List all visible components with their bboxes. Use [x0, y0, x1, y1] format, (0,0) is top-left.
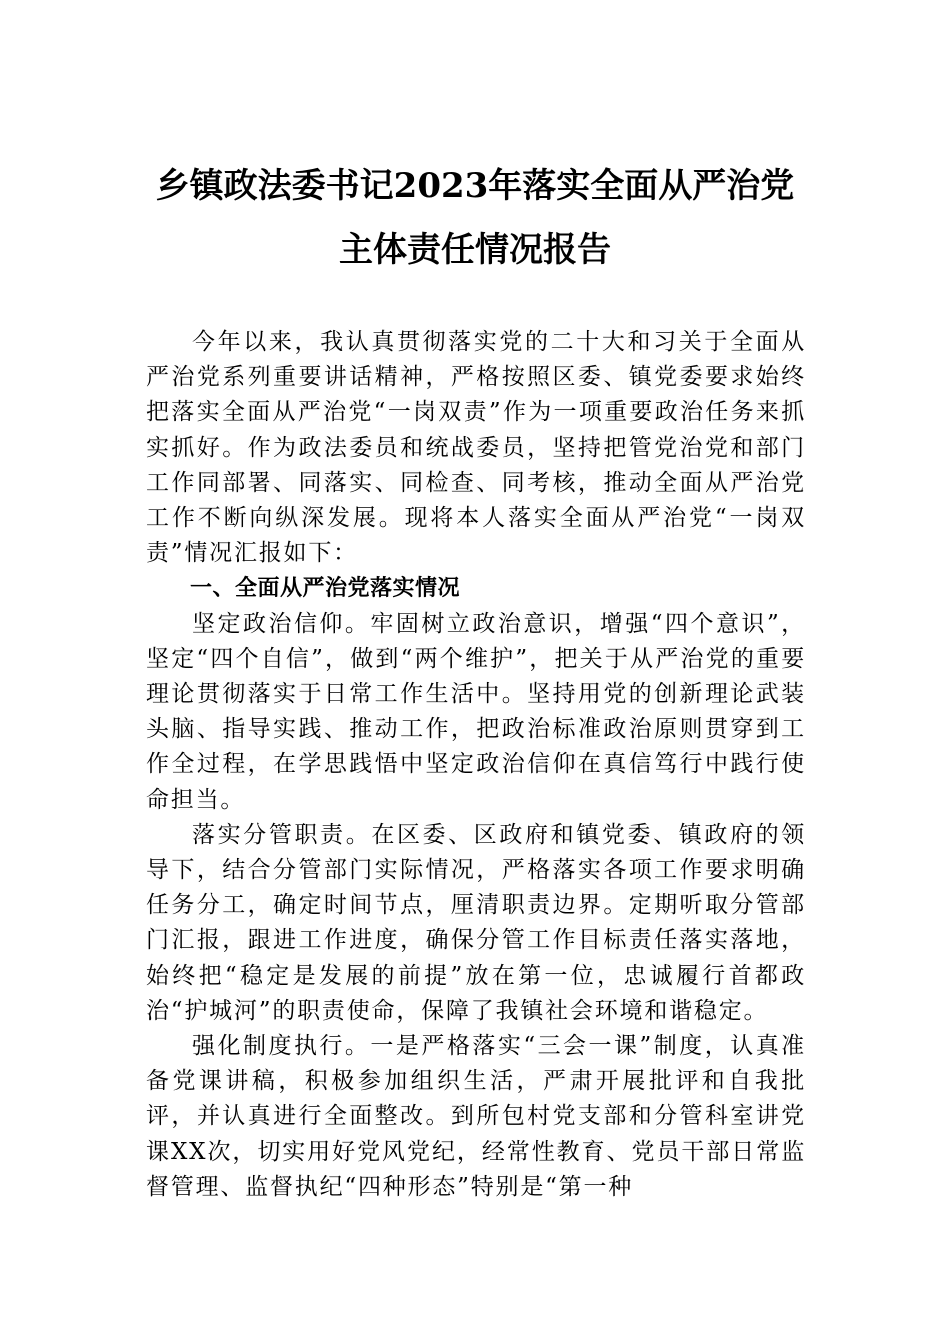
document-title-line-1: 乡镇政法委书记2023年落实全面从严治党 [155, 166, 795, 206]
document-body [146, 325, 806, 1205]
paragraph-political-belief: 坚定政治信仰。牢固树立政治意识，增强“四个意识”，坚定“四个自信”，做到“两个维护”，把关于从严治党的重要理论贯彻落实于日常工作生活中。坚持用党的创新理论武装头脑、指导实践、推动工作，把政治标准政治原则贯穿到工作全过程，在学思践悟中坚定政治信仰在真信笃行中践行使命担当。 [146, 610, 806, 813]
paragraph-system-execution: 强化制度执行。一是严格落实“三会一课”制度，认真准备党课讲稿，积极参加组织生活，严肃开展批评和自我批评，并认真进行全面整改。到所包村党支部和分管科室讲党课XX次，切实用好党风党纪，经常性教育、党员干部日常监督管理、监督执纪“四种形态”特别是“第一种 [146, 1033, 806, 1200]
section-heading-1: 一、全面从严治党落实情况 [190, 576, 461, 602]
document-title-line-2: 主体责任情况报告 [339, 230, 611, 270]
intro-paragraph: 今年以来，我认真贯彻落实党的二十大和习关于全面从严治党系列重要讲话精神，严格按照区委、镇党委要求始终把落实全面从严治党“一岗双责”作为一项重要政治任务来抓实抓好。作为政法委员和统战委员，坚持把管党治党和部门工作同部署、同落实、同检查、同考核，推动全面从严治党工作不断向纵深发展。现将本人落实全面从严治党“一岗双责”情况汇报如下： [146, 329, 806, 567]
paragraph-duties: 落实分管职责。在区委、区政府和镇党委、镇政府的领导下，结合分管部门实际情况，严格落实各项工作要求明确任务分工，确定时间节点，厘清职责边界。定期听取分管部门汇报，跟进工作进度，确保分管工作目标责任落实落地，始终把“稳定是发展的前提”放在第一位，忠诚履行首都政治“护城河”的职责使命，保障了我镇社会环境和谐稳定。 [146, 821, 806, 1024]
